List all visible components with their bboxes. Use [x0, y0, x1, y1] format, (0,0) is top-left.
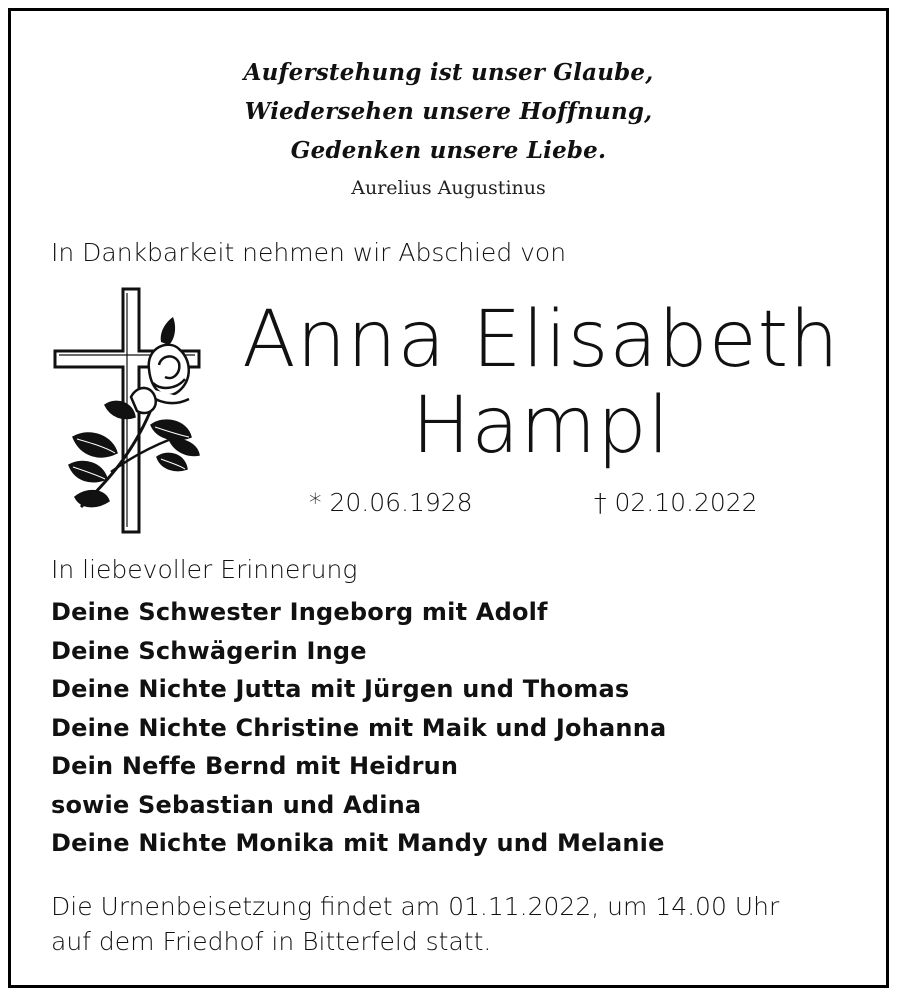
family-member: Deine Nichte Christine mit Maik und Johanna — [51, 713, 667, 742]
deceased-last-name: Hampl — [411, 381, 671, 471]
quote-line-1: Auferstehung ist unser Glaube, — [243, 59, 654, 86]
deceased-first-names: Anna Elisabeth — [242, 295, 840, 385]
family-member: Dein Neffe Bernd mit Heidrun — [51, 752, 459, 780]
quote-block — [11, 53, 886, 203]
birth-date: * 20.06.1928 — [309, 488, 473, 517]
obituary-frame — [8, 8, 889, 988]
family-member: sowie Sebastian und Adina — [51, 790, 422, 819]
family-member: Deine Schwägerin Inge — [51, 636, 367, 665]
memory-heading: In liebevoller Erinnerung — [51, 555, 358, 584]
deceased-name — [221, 297, 861, 469]
quote-author: Aurelius Augustinus — [351, 177, 546, 199]
family-list — [51, 593, 666, 863]
burial-notice-line-2: auf dem Friedhof in Bitterfeld statt. — [51, 927, 492, 956]
intro-text: In Dankbarkeit nehmen wir Abschied von — [51, 238, 567, 267]
family-member: Deine Schwester Ingeborg mit Adolf — [51, 598, 548, 626]
family-member: Deine Nichte Monika mit Mandy und Melanie — [51, 829, 665, 857]
cross-with-rose-icon — [51, 287, 211, 547]
burial-notice — [51, 889, 861, 959]
death-date: † 02.10.2022 — [594, 488, 758, 517]
quote-line-3: Gedenken unsere Liebe. — [290, 137, 607, 164]
quote-line-2: Wiedersehen unsere Hoffnung, — [244, 98, 653, 125]
burial-notice-line-1: Die Urnenbeisetzung findet am 01.11.2022, um 14.00 Uhr — [51, 892, 780, 921]
family-member: Deine Nichte Jutta mit Jürgen und Thomas — [51, 675, 630, 703]
